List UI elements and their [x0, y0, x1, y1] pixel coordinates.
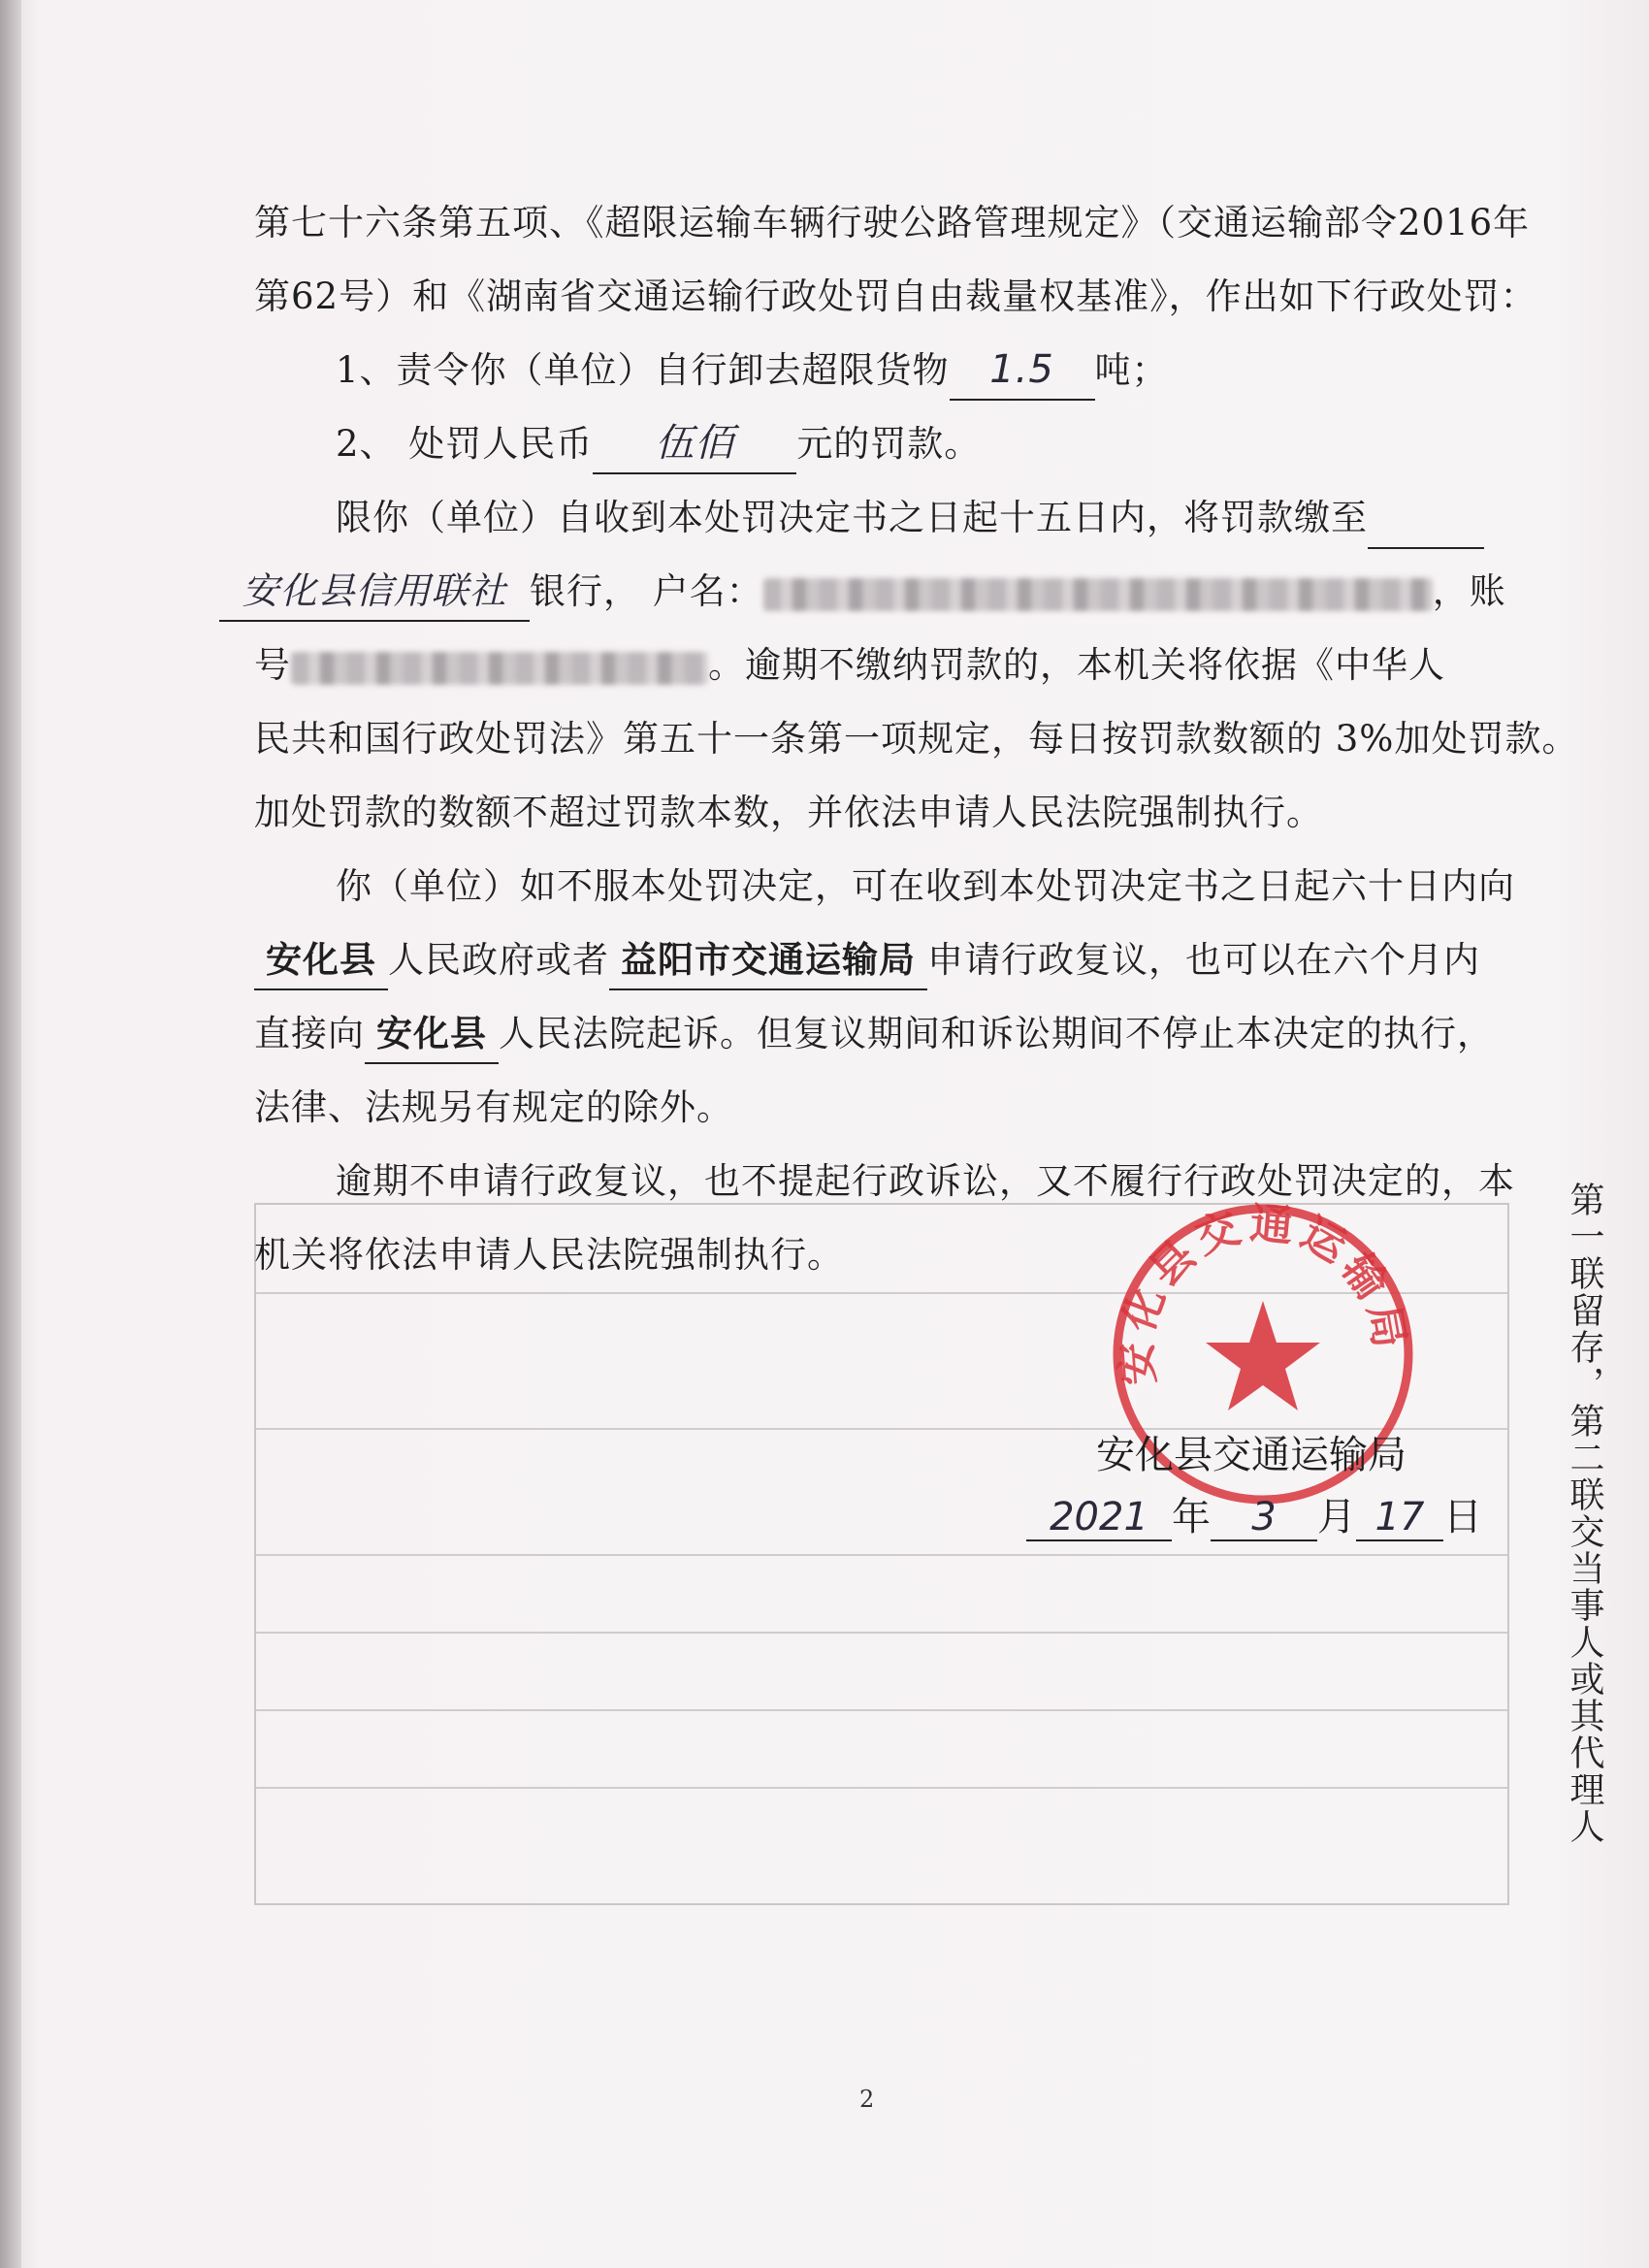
body-text: 民共和国行政处罚法》第五十一条第一项规定，每日按罚款数额的 3%加处罚款。: [254, 718, 1579, 760]
appeal-line: [254, 923, 1535, 997]
body-text: 银行， 户名：: [530, 570, 763, 612]
date-year: 2021: [1026, 1495, 1172, 1541]
body-line: [254, 260, 1535, 334]
decision-body: [242, 186, 1579, 1292]
body-text: 人民法院起诉。但复议期间和诉讼期间不停止本决定的执行，: [499, 1013, 1494, 1054]
body-text: 2、 处罚人民币: [336, 423, 594, 465]
body-text: 吨；: [1094, 349, 1169, 391]
body-text: 第62号）和《湖南省交通运输行政处罚自由裁量权基准》，作出如下行政处罚：: [254, 275, 1537, 317]
body-text: 法律、法规另有规定的除外。: [254, 1086, 733, 1128]
body-text: ，账: [1432, 570, 1506, 612]
overload-amount-field: 1.5: [950, 340, 1095, 401]
county-government-field: 安化县: [254, 930, 388, 990]
issue-date: [1026, 1486, 1482, 1541]
date-month-unit: 月: [1317, 1495, 1356, 1539]
body-line: [254, 850, 1535, 923]
penalty-item-2: [254, 407, 1535, 481]
body-text: 你（单位）如不服本处罚决定，可在收到本处罚决定书之日起六十日内向: [336, 865, 1515, 907]
body-text: 逾期不申请行政复议，也不提起行政诉讼，又不履行行政处罚决定的，本: [336, 1160, 1515, 1202]
fine-amount-field: 伍佰: [593, 414, 796, 474]
review-authority-field: 益阳市交通运输局: [609, 930, 927, 990]
body-line: [254, 776, 1535, 850]
date-day: 17: [1356, 1495, 1443, 1541]
blank-line: [1368, 489, 1484, 549]
date-day-unit: 日: [1443, 1495, 1482, 1539]
body-line: [254, 1071, 1535, 1145]
body-text: 。逾期不缴纳罚款的，本机关将依据《中华人: [708, 644, 1445, 686]
bank-name-field: 安化县信用联社: [219, 562, 530, 622]
body-text: 人民政府或者: [388, 939, 609, 981]
body-text: 直接向: [254, 1013, 365, 1054]
issuing-authority: 安化县交通运输局: [1096, 1433, 1406, 1477]
body-line: [254, 186, 1535, 260]
account-line: [254, 629, 1535, 702]
body-text: 元的罚款。: [796, 423, 982, 465]
court-field: 安化县: [365, 1004, 499, 1064]
bank-line: [219, 555, 1535, 629]
date-year-unit: 年: [1172, 1495, 1211, 1539]
binding-spine: [0, 0, 21, 2268]
body-text: 加处罚款的数额不超过罚款本数，并依法申请人民法院强制执行。: [254, 792, 1323, 833]
court-line: [254, 997, 1535, 1071]
body-text: 第七十六条第五项、《超限运输车辆行驶公路管理规定》（交通运输部令2016年: [254, 202, 1531, 243]
redacted-account-number: [291, 652, 708, 685]
seal-text: 安化县交通运输局: [1111, 1199, 1415, 1387]
body-text: 号: [254, 644, 291, 686]
penalty-item-1: [254, 334, 1535, 407]
date-month: 3: [1211, 1495, 1317, 1541]
body-line: [254, 702, 1579, 776]
body-text: 限你（单位）自收到本处罚决定书之日起十五日内，将罚款缴至: [336, 497, 1368, 538]
copy-distribution-note: 第一联留存，第二联交当事人或其代理人: [1565, 1182, 1604, 1845]
body-text: 申请行政复议，也可以在六个月内: [927, 939, 1480, 981]
page-number: 2: [859, 2086, 875, 2113]
body-text: 1、责令你（单位）自行卸去超限货物: [336, 349, 950, 391]
payment-instruction: [254, 481, 1535, 555]
redacted-account-name: [763, 578, 1433, 611]
body-text: 机关将依法申请人民法院强制执行。: [254, 1234, 844, 1276]
